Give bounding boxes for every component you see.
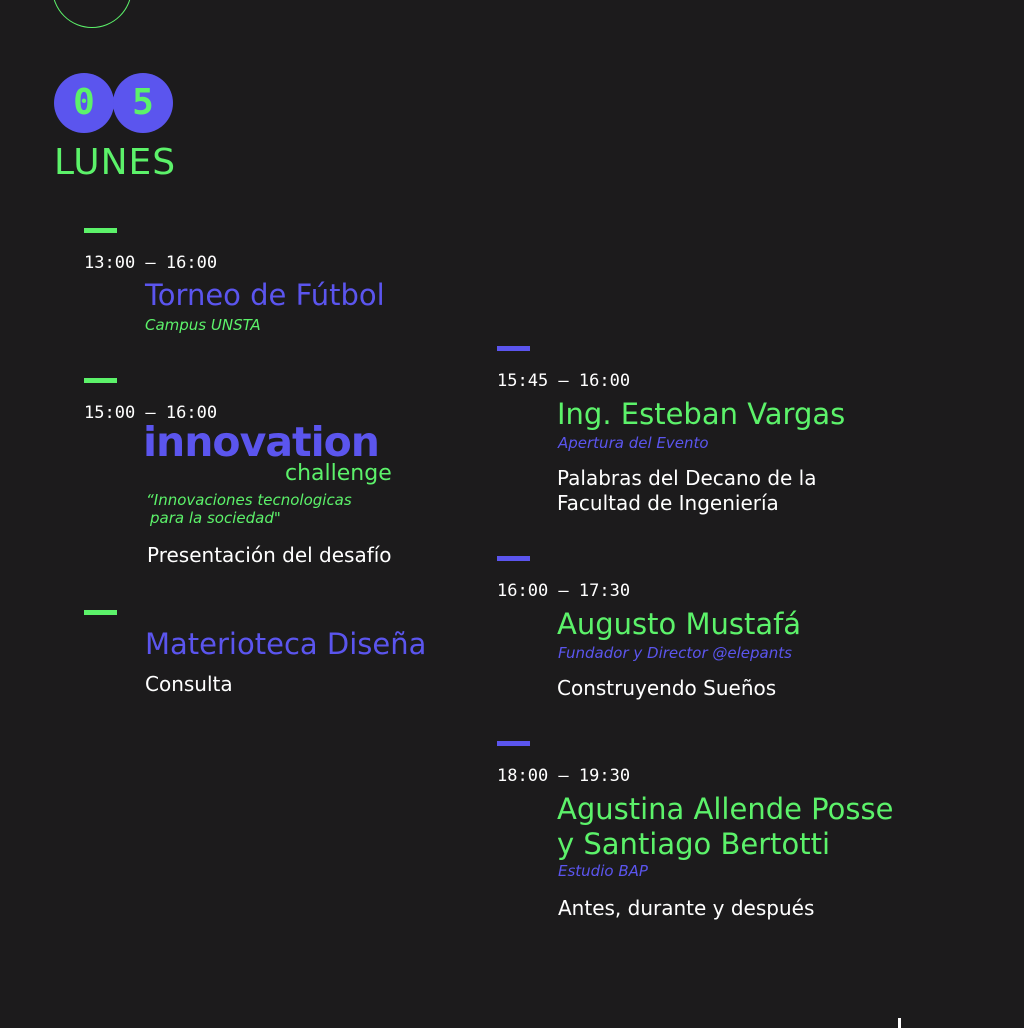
day-digit-2: 5 [132, 82, 154, 123]
speaker-name: Augusto Mustafá [557, 607, 802, 641]
innovation-logo-main: innovation [143, 418, 379, 466]
quote-line-1: “Innovaciones tecnologicas [146, 491, 352, 509]
event-divider [84, 228, 117, 233]
event-time: 15:45 – 16:00 [497, 371, 631, 391]
event-divider [497, 556, 530, 561]
speaker-name-line-1: Agustina Allende Posse [557, 792, 894, 826]
event-title: Torneo de Fútbol [145, 278, 385, 312]
challenge-quote [146, 491, 352, 527]
speaker-name: Ing. Esteban Vargas [557, 397, 846, 431]
talk-title: Construyendo Sueños [557, 676, 777, 700]
event-title: Materioteca Diseña [145, 627, 427, 661]
talk-title: Antes, durante y después [558, 896, 815, 920]
event-time: 13:00 – 16:00 [84, 253, 218, 273]
innovation-logo-sub: challenge [285, 461, 392, 486]
speaker-name-line-2: y Santiago Bertotti [557, 827, 831, 861]
talk-title [557, 466, 817, 516]
event-logo-seal [52, 0, 132, 28]
talk-title-line-2: Facultad de Ingeniería [557, 491, 779, 515]
quote-line-2: para la sociedad" [150, 509, 281, 527]
event-location: Campus UNSTA [145, 316, 261, 334]
corner-mark [898, 1018, 901, 1028]
event-time: 15:00 – 16:00 [84, 403, 218, 423]
day-name: LUNES [54, 142, 177, 183]
day-digit-circle-1 [54, 73, 114, 133]
event-description: Consulta [145, 672, 233, 696]
event-time: 18:00 – 19:30 [497, 766, 631, 786]
day-digit-1: 0 [73, 82, 95, 123]
event-divider [497, 741, 530, 746]
speaker-role: Apertura del Evento [558, 434, 709, 452]
speaker-role: Fundador y Director @elepants [558, 644, 792, 662]
event-divider [84, 378, 117, 383]
event-description: Presentación del desafío [147, 543, 392, 567]
talk-title-line-1: Palabras del Decano de la [557, 466, 817, 490]
event-divider [497, 346, 530, 351]
event-time: 16:00 – 17:30 [497, 581, 631, 601]
event-divider [84, 610, 117, 615]
speaker-names [557, 792, 893, 862]
speaker-role: Estudio BAP [558, 862, 648, 880]
day-digit-circle-2 [113, 73, 173, 133]
